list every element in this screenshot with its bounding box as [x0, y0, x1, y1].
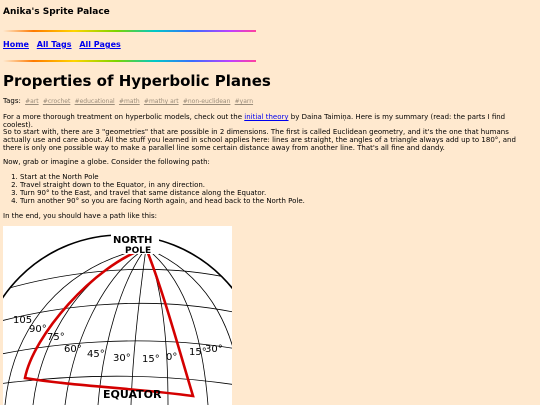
nav-bar — [3, 40, 126, 49]
equator-label: EQUATOR — [103, 388, 162, 401]
degree-label: 30° — [205, 344, 223, 355]
tag-art-link[interactable]: #art — [25, 98, 39, 105]
tags-label: Tags: — [3, 97, 21, 105]
rainbow-divider-bottom — [3, 60, 256, 62]
north-label: NORTH — [113, 235, 153, 246]
tag-yarn-link[interactable]: #yarn — [234, 98, 254, 105]
degree-label: 75° — [47, 332, 65, 343]
geometries-paragraph: So to start with, there are 3 "geometries" that are possible in 2 dimensions. The first is called Euclidean geometry, and it's the one that humans actually use and care about. All the stuff you learned in school applies here: lines are straight, the angles of a triangle always add up to 180°, and there is only one possible way to make a parallel line some certain distance away from another line. That's all fine and dandy. — [3, 128, 516, 152]
degree-label: 60° — [64, 344, 82, 355]
intro-text-before: For a more thorough treatment on hyperbolic models, check out the — [3, 113, 245, 121]
degree-label: 105 — [13, 315, 33, 326]
degree-label: 0° — [166, 352, 178, 363]
intro-paragraph — [3, 113, 535, 129]
page-title: Properties of Hyperbolic Planes — [3, 72, 271, 90]
path-steps-list — [3, 173, 305, 205]
tag-crochet-link[interactable]: #crochet — [42, 98, 71, 105]
nav-all-tags-link[interactable]: All Tags — [36, 40, 72, 49]
nav-all-pages-link[interactable]: All Pages — [79, 40, 121, 49]
tag-mathy-art-link[interactable]: #mathy art — [143, 98, 179, 105]
step-item: 4. Turn another 90° so you are facing North again, and head back to the North Pole. — [20, 197, 305, 205]
step-item: 3. Turn 90° to the East, and travel that same distance along the Equator. — [20, 189, 305, 197]
degree-label: 15° — [142, 354, 160, 365]
rainbow-divider-top — [3, 30, 256, 32]
tag-non-euclidean-link[interactable]: #non-euclidean — [182, 98, 231, 105]
degree-label: 45° — [87, 349, 105, 360]
initial-theory-link[interactable]: initial theory — [244, 113, 289, 121]
step-item: 2. Travel straight down to the Equator, in any direction. — [20, 181, 305, 189]
intro-text-after: by Daina Taimiņa. Here is my summary (read: the parts I find coolest). — [3, 113, 506, 129]
step-item: 1. Start at the North Pole — [20, 173, 305, 181]
tag-educational-link[interactable]: #educational — [74, 98, 115, 105]
tag-math-link[interactable]: #math — [118, 98, 140, 105]
pole-label: POLE — [125, 246, 152, 256]
globe-figure — [3, 226, 232, 405]
path-result-paragraph: In the end, you should have a path like this: — [3, 212, 157, 220]
degree-label: 90° — [29, 324, 47, 335]
globe-paragraph: Now, grab or imagine a globe. Consider the following path: — [3, 158, 210, 166]
site-title: Anika's Sprite Palace — [3, 7, 110, 17]
nav-home-link[interactable]: Home — [3, 40, 29, 49]
degree-label: 15° — [189, 347, 207, 358]
globe-illustration — [3, 226, 232, 405]
degree-label: 30° — [113, 353, 131, 364]
tag-list — [3, 97, 253, 105]
